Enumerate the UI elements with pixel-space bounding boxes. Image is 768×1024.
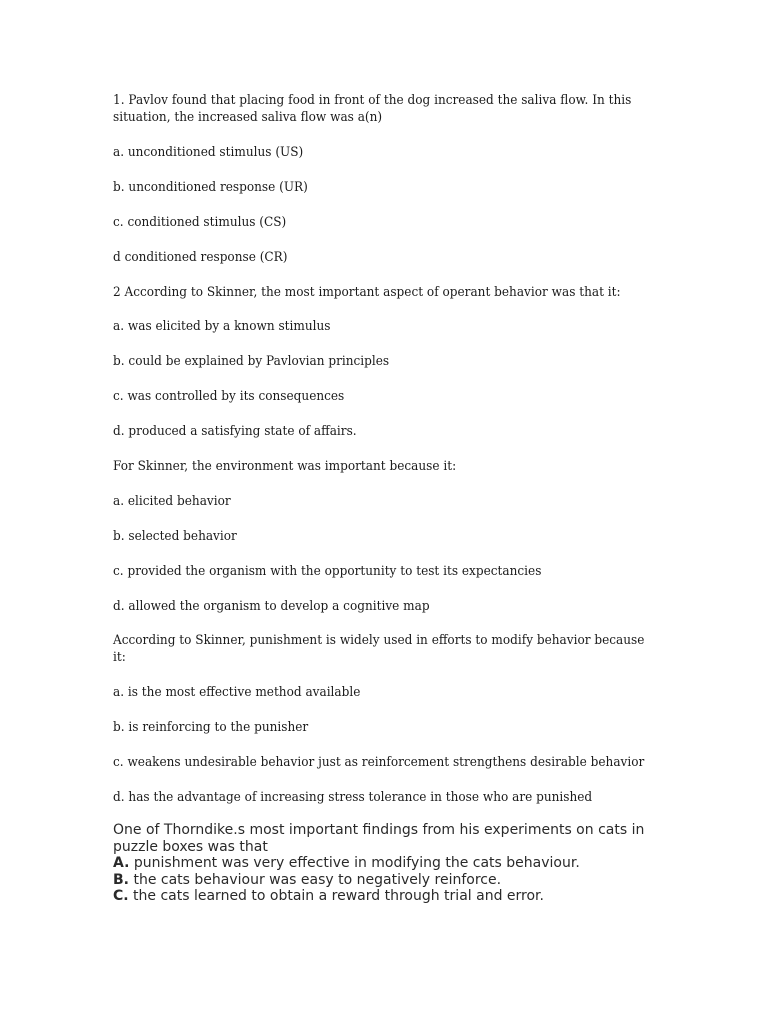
question-2-option-c: c. was controlled by its consequences — [113, 389, 345, 404]
question-2-text: 2 According to Skinner, the most important aspect of operant behavior was that it: — [113, 285, 621, 300]
question-4-option-a: a. is the most effective method available — [113, 685, 361, 700]
question-4-option-b: b. is reinforcing to the punisher — [113, 720, 309, 735]
option-text: the cats behaviour was easy to negatively reinforce. — [129, 871, 502, 888]
question-5-block — [113, 822, 653, 905]
question-1-text: 1. Pavlov found that placing food in front of the dog increased the saliva flow. In this situation, the increased saliva flow was a(n) — [113, 93, 632, 125]
question-2-option-d: d. produced a satisfying state of affairs. — [113, 424, 357, 439]
question-5-option-b — [113, 872, 653, 889]
question-5-text: One of Thorndike.s most important findings from his experiments on cats in puzzle boxes was that — [113, 822, 645, 855]
question-2-option-b: b. could be explained by Pavlovian principles — [113, 354, 390, 369]
question-3-option-c: c. provided the organism with the opportunity to test its expectancies — [113, 564, 542, 579]
option-letter: A. — [113, 855, 130, 871]
question-3-option-a: a. elicited behavior — [113, 494, 231, 509]
question-3-option-d: d. allowed the organism to develop a cognitive map — [113, 599, 430, 614]
option-letter: C. — [113, 888, 129, 904]
question-5-option-a — [113, 855, 653, 872]
question-2-option-a: a. was elicited by a known stimulus — [113, 319, 331, 334]
question-4-text: According to Skinner, punishment is widely used in efforts to modify behavior because it: — [113, 633, 645, 665]
question-1-option-c: c. conditioned stimulus (CS) — [113, 215, 287, 230]
question-1-option-a: a. unconditioned stimulus (US) — [113, 145, 304, 160]
question-4-option-c: c. weakens undesirable behavior just as reinforcement strengthens desirable behavior — [113, 755, 645, 770]
question-5-option-c — [113, 888, 653, 905]
option-text: the cats learned to obtain a reward through trial and error. — [128, 888, 544, 904]
question-3-option-b: b. selected behavior — [113, 529, 237, 544]
question-3-text: For Skinner, the environment was important because it: — [113, 459, 457, 474]
question-1-option-d: d conditioned response (CR) — [113, 250, 288, 265]
option-letter: B. — [113, 871, 129, 888]
question-1-option-b: b. unconditioned response (UR) — [113, 180, 308, 195]
option-text: punishment was very effective in modifying the cats behaviour. — [129, 855, 580, 871]
question-4-option-d: d. has the advantage of increasing stress tolerance in those who are punished — [113, 790, 593, 805]
